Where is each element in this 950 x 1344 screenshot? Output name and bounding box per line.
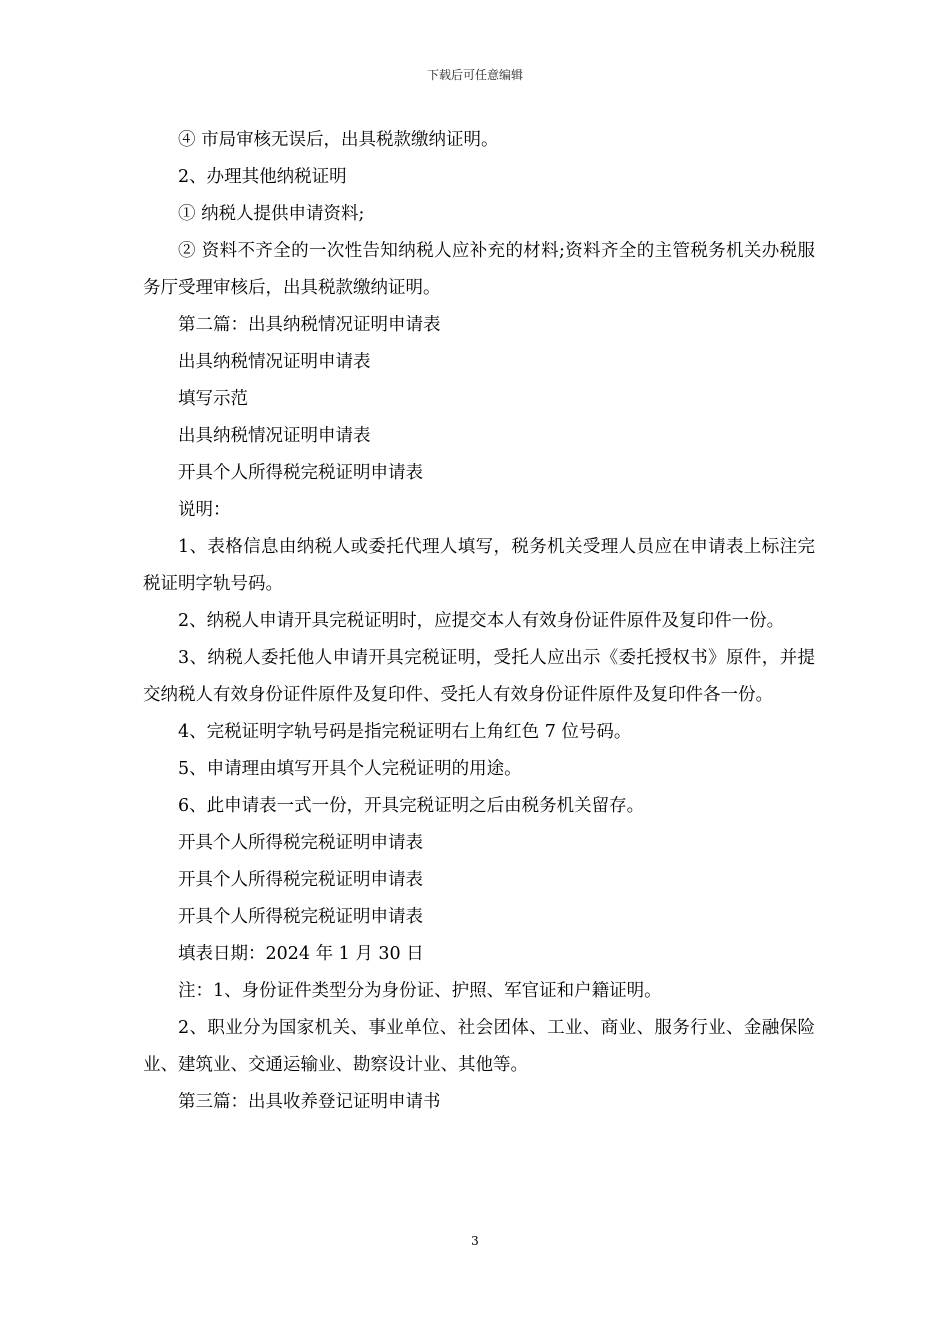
paragraph: 5、申请理由填写开具个人完税证明的用途。 [178,759,522,779]
paragraph: 开具个人所得税完税证明申请表 [178,907,423,927]
paragraph: ④ 市局审核无误后，出具税款缴纳证明。 [178,130,499,150]
paragraph: 填写示范 [178,389,248,409]
paragraph: 6、此申请表一式一份，开具完税证明之后由税务机关留存。 [178,796,645,816]
paragraph: 开具个人所得税完税证明申请表 [178,870,423,890]
paragraph: 开具个人所得税完税证明申请表 [178,463,423,483]
paragraph: 出具纳税情况证明申请表 [178,352,371,372]
paragraph: ② 资料不齐全的一次性告知纳税人应补充的材料;资料齐全的主管税务机关办税服务厅受理审核后，出具税款缴纳证明。 [143,241,815,298]
paragraph: 注：1、身份证件类型分为身份证、护照、军官证和户籍证明。 [178,981,662,1001]
page-header: 下载后可任意编辑 [426,68,523,82]
paragraph: 填表日期：2024 年 1 月 30 日 [178,944,424,964]
paragraph: 4、完税证明字轨号码是指完税证明右上角红色 7 位号码。 [178,722,632,742]
section-heading: 第三篇：出具收养登记证明申请书 [178,1092,441,1112]
paragraph: 2、职业分为国家机关、事业单位、社会团体、工业、商业、服务行业、金融保险业、建筑业、交通运输业、勘察设计业、其他等。 [143,1018,815,1075]
paragraph: ① 纳税人提供申请资料; [178,204,365,224]
paragraph: 1、表格信息由纳税人或委托代理人填写，税务机关受理人员应在申请表上标注完税证明字轨号码。 [143,537,815,594]
paragraph: 出具纳税情况证明申请表 [178,426,371,446]
document-body [143,122,815,1121]
section-heading: 第二篇：出具纳税情况证明申请表 [178,315,441,335]
page-number: 3 [471,1234,479,1248]
paragraph: 2、纳税人申请开具完税证明时，应提交本人有效身份证件原件及复印件一份。 [178,611,785,631]
paragraph: 说明： [178,500,231,520]
paragraph: 3、纳税人委托他人申请开具完税证明，受托人应出示《委托授权书》原件，并提交纳税人有效身份证件原件及复印件、受托人有效身份证件原件及复印件各一份。 [143,648,815,705]
paragraph: 2、办理其他纳税证明 [178,167,347,187]
paragraph: 开具个人所得税完税证明申请表 [178,833,423,853]
